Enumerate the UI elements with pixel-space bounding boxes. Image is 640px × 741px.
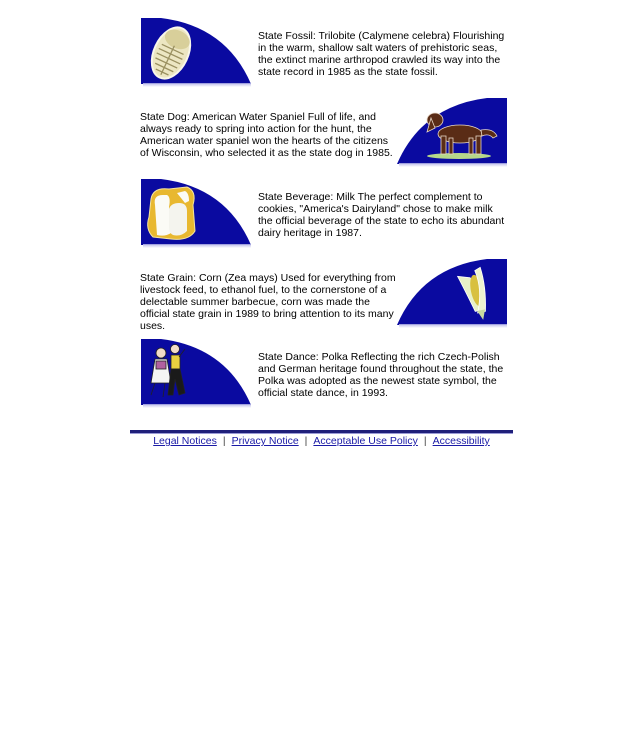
legal-notices-link[interactable]: Legal Notices	[153, 435, 217, 447]
acceptable-use-policy-link[interactable]: Acceptable Use Policy	[313, 435, 418, 447]
privacy-notice-link[interactable]: Privacy Notice	[231, 435, 299, 447]
fossil-description: State Fossil: Trilobite (Calymene celebra) Flourishing in the warm, shallow salt waters of prehistoric seas, the extinct marine arthropod crawled its way into the state record in 1985 as the state fossil.	[258, 30, 505, 78]
footer-links	[130, 435, 513, 447]
footer-separator: |	[423, 435, 427, 447]
accessibility-link[interactable]: Accessibility	[432, 435, 490, 447]
beverage-description: State Beverage: Milk The perfect complement to cookies, "America's Dairyland" chose to make milk the official beverage of the state to echo its abundant dairy heritage in 1987.	[258, 191, 505, 239]
corn-image	[397, 259, 507, 325]
symbol-grain	[140, 259, 510, 332]
symbol-dog	[140, 98, 510, 168]
footer-divider	[130, 430, 513, 434]
symbol-beverage	[140, 179, 510, 249]
dog-description: State Dog: American Water Spaniel Full of life, and always ready to spring into action for the hunt, the American water spaniel won the hearts of the citizens of Wisconsin, who selected it as the state dog in 1985.	[140, 111, 393, 159]
milk-image	[141, 179, 251, 245]
dance-description: State Dance: Polka Reflecting the rich Czech-Polish and German heritage found throughout the state, the Polka was adopted as the newest state symbol, the official state dance, in 1993.	[258, 351, 504, 399]
water-spaniel-image	[397, 98, 507, 164]
trilobite-image	[141, 18, 251, 84]
grain-description: State Grain: Corn (Zea mays) Used for everything from livestock feed, to ethanol fuel, to the cornerstone of a delectable summer barbecue, corn was made the official state grain in 1989 to bring attention to its many uses.	[140, 272, 396, 332]
symbol-dance	[140, 339, 510, 409]
polka-dancers-image	[141, 339, 251, 405]
footer-separator: |	[222, 435, 226, 447]
symbol-fossil	[140, 18, 510, 88]
footer-separator: |	[304, 435, 308, 447]
